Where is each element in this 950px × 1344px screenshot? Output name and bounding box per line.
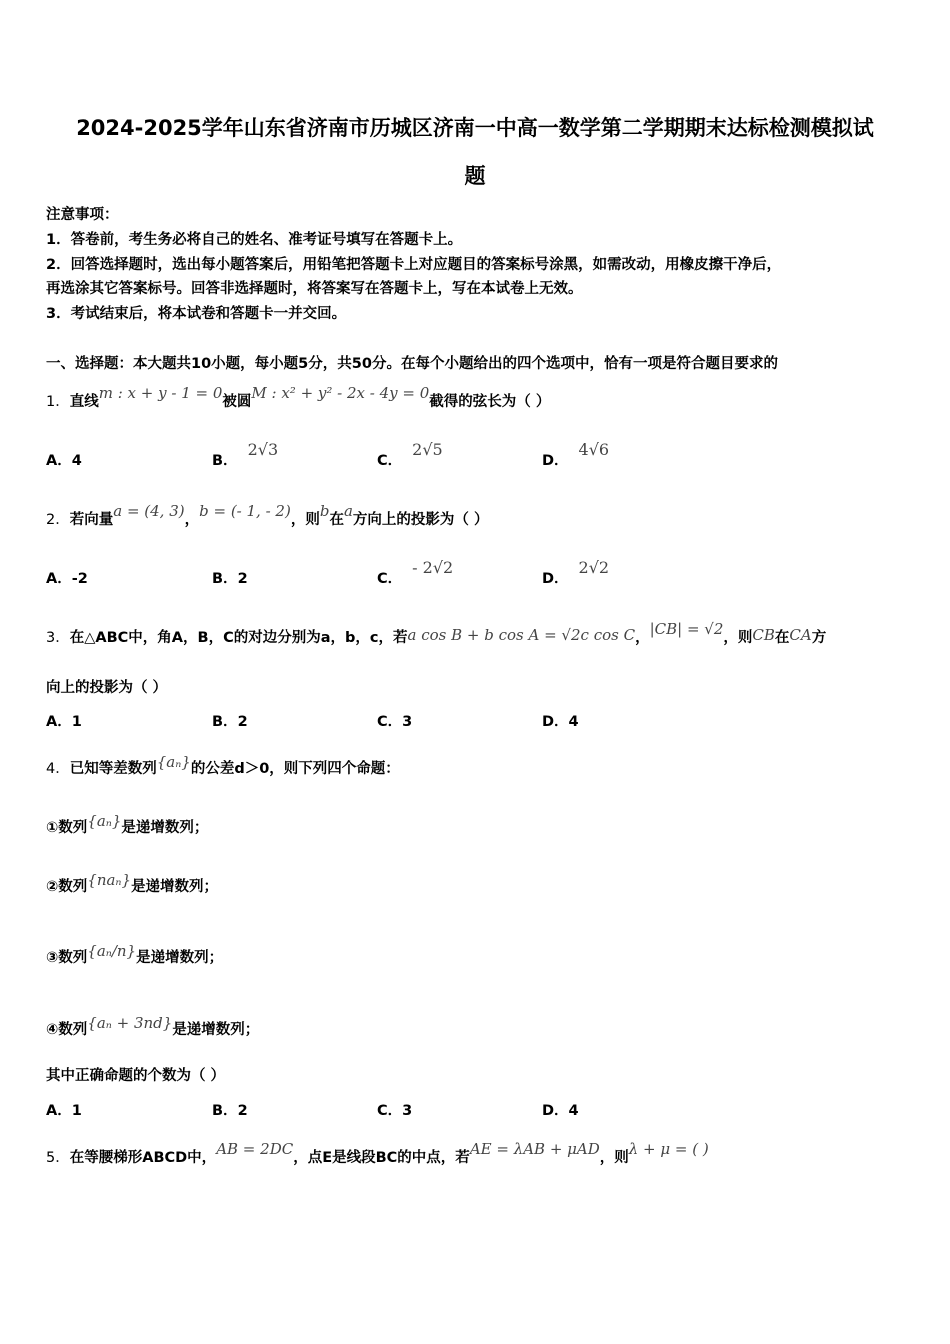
proposition-prefix: ④数列 bbox=[46, 1022, 88, 1038]
question-text: ，则 bbox=[599, 1150, 629, 1166]
proposition-suffix: 是递增数列； bbox=[136, 950, 224, 966]
question-4-prompt: 其中正确命题的个数为（ ） bbox=[46, 1068, 226, 1084]
option-label: B． bbox=[212, 714, 238, 730]
option-label: A． bbox=[46, 1103, 72, 1119]
question-5 bbox=[46, 1140, 709, 1167]
question-text: 在△ABC中，角A，B，C的对边分别为a，b，c，若 bbox=[69, 630, 408, 646]
question-1 bbox=[46, 384, 551, 411]
section-heading: 一、选择题：本大题共10小题，每小题5分，共50分。在每个小题给出的四个选项中，恰有一项是符合题目要求的 bbox=[46, 356, 778, 372]
math-expression: CB bbox=[752, 626, 775, 644]
option-label: D． bbox=[542, 1103, 569, 1119]
question-number: 1． bbox=[46, 394, 70, 410]
option-a[interactable] bbox=[46, 1099, 82, 1120]
option-value: 3 bbox=[402, 1103, 413, 1119]
option-label: C． bbox=[377, 453, 403, 469]
math-expression: a bbox=[343, 502, 353, 520]
option-a[interactable] bbox=[46, 710, 82, 731]
question-text: ，则 bbox=[290, 512, 320, 528]
question-text: 的公差d＞0，则下列四个命题： bbox=[190, 761, 400, 777]
proposition-prefix: ②数列 bbox=[46, 879, 88, 895]
option-d[interactable] bbox=[542, 440, 610, 470]
question-text: 方向上的投影为（ ） bbox=[352, 512, 489, 528]
math-expression: CA bbox=[789, 626, 812, 644]
option-value: 2√5 bbox=[412, 440, 443, 459]
math-expression: {aₙ} bbox=[156, 753, 191, 771]
math-expression: {naₙ} bbox=[87, 871, 132, 889]
option-c[interactable] bbox=[377, 710, 412, 731]
math-expression: a = (4, 3) bbox=[113, 502, 185, 520]
notice-item: 再选涂其它答案标号。回答非选择题时，将答案写在答题卡上，写在本试卷上无效。 bbox=[46, 281, 583, 297]
option-c[interactable] bbox=[377, 1099, 412, 1120]
proposition-suffix: 是递增数列； bbox=[131, 879, 219, 895]
option-value: 4√6 bbox=[578, 440, 610, 459]
page-title: 2024-2025学年山东省济南市历城区济南一中高一数学第二学期期末达标检测模拟试 bbox=[76, 116, 874, 140]
option-label: A． bbox=[46, 714, 72, 730]
option-label: A． bbox=[46, 571, 72, 587]
option-c[interactable] bbox=[377, 558, 454, 588]
question-number: 5． bbox=[46, 1150, 70, 1166]
proposition-prefix: ③数列 bbox=[46, 950, 88, 966]
option-label: C． bbox=[377, 571, 403, 587]
notice-heading: 注意事项： bbox=[46, 207, 119, 223]
question-text: 直线 bbox=[69, 394, 99, 410]
question-number: 3． bbox=[46, 630, 70, 646]
question-number: 2． bbox=[46, 512, 70, 528]
notice-item: 2．回答选择题时，选出每小题答案后，用铅笔把答题卡上对应题目的答案标号涂黑，如需改动，用橡皮擦干净后， bbox=[46, 257, 782, 273]
option-label: D． bbox=[542, 571, 569, 587]
option-value: 4 bbox=[568, 1103, 579, 1119]
question-3-continued: 向上的投影为（ ） bbox=[46, 680, 168, 696]
question-text: 在 bbox=[329, 512, 344, 528]
math-expression: {aₙ} bbox=[87, 812, 122, 830]
question-text: 在 bbox=[774, 630, 790, 646]
proposition-3 bbox=[46, 942, 224, 967]
proposition-2 bbox=[46, 871, 219, 896]
math-expression: m : x + y - 1 = 0 bbox=[98, 384, 223, 402]
math-expression: AE = λAB + μAD bbox=[469, 1140, 600, 1158]
math-expression: λ + μ = ( ) bbox=[628, 1140, 709, 1158]
question-text: 截得的弦长为（ ） bbox=[429, 394, 551, 410]
option-d[interactable] bbox=[542, 1099, 579, 1120]
proposition-suffix: 是递增数列； bbox=[121, 820, 209, 836]
option-value: 3 bbox=[402, 714, 413, 730]
option-d[interactable] bbox=[542, 558, 610, 588]
option-d[interactable] bbox=[542, 710, 579, 731]
option-label: D． bbox=[542, 714, 569, 730]
question-text: ， bbox=[184, 512, 200, 528]
math-expression: |CB| = √2 bbox=[649, 620, 724, 638]
question-text: ，点E是线段BC的中点，若 bbox=[293, 1150, 470, 1166]
question-text: 被圆 bbox=[222, 394, 252, 410]
option-label: C． bbox=[377, 714, 403, 730]
option-label: A． bbox=[46, 453, 72, 469]
question-text: 在等腰梯形ABCD中， bbox=[69, 1150, 217, 1166]
option-label: D． bbox=[542, 453, 569, 469]
math-expression: {aₙ/n} bbox=[87, 942, 137, 960]
option-value: 2 bbox=[237, 571, 248, 587]
option-value: 2 bbox=[237, 1103, 248, 1119]
option-b[interactable] bbox=[212, 1099, 248, 1120]
math-expression: M : x² + y² - 2x - 4y = 0 bbox=[251, 384, 430, 402]
proposition-1 bbox=[46, 812, 209, 837]
option-value: - 2√2 bbox=[412, 558, 454, 577]
math-expression: a cos B + b cos A = √2c cos C bbox=[407, 626, 636, 644]
option-label: B． bbox=[212, 1103, 238, 1119]
notice-item: 3．考试结束后，将本试卷和答题卡一并交回。 bbox=[46, 306, 347, 322]
option-value: 1 bbox=[71, 1103, 82, 1119]
option-value: 4 bbox=[71, 453, 82, 469]
proposition-4 bbox=[46, 1014, 260, 1039]
page-title-continued: 题 bbox=[464, 164, 486, 188]
question-text: 方 bbox=[811, 630, 827, 646]
option-label: C． bbox=[377, 1103, 403, 1119]
option-b[interactable] bbox=[212, 440, 279, 470]
option-value: -2 bbox=[71, 571, 88, 587]
option-label: B． bbox=[212, 453, 238, 469]
option-c[interactable] bbox=[377, 440, 443, 470]
question-2 bbox=[46, 502, 489, 529]
math-expression: b bbox=[319, 502, 330, 520]
option-value: 2√2 bbox=[578, 558, 610, 577]
option-value: 2 bbox=[237, 714, 248, 730]
option-value: 2√3 bbox=[247, 440, 279, 459]
proposition-suffix: 是递增数列； bbox=[172, 1022, 260, 1038]
option-value: 4 bbox=[568, 714, 579, 730]
math-expression: {aₙ + 3nd} bbox=[87, 1014, 173, 1032]
option-b[interactable] bbox=[212, 710, 248, 731]
question-text: ， bbox=[635, 630, 650, 646]
math-expression: AB = 2DC bbox=[216, 1140, 294, 1158]
option-value: 1 bbox=[71, 714, 82, 730]
notice-item: 1．答卷前，考生务必将自己的姓名、准考证号填写在答题卡上。 bbox=[46, 232, 463, 248]
option-label: B． bbox=[212, 571, 238, 587]
option-a[interactable] bbox=[46, 449, 82, 470]
math-expression: b = (- 1, - 2) bbox=[199, 502, 291, 520]
option-b[interactable] bbox=[212, 567, 248, 588]
question-number: 4． bbox=[46, 761, 70, 777]
option-a[interactable] bbox=[46, 567, 88, 588]
question-3 bbox=[46, 620, 827, 647]
question-text: ，则 bbox=[723, 630, 753, 646]
proposition-prefix: ①数列 bbox=[46, 820, 88, 836]
question-text: 若向量 bbox=[69, 512, 114, 528]
question-text: 已知等差数列 bbox=[69, 761, 157, 777]
question-4 bbox=[46, 753, 400, 778]
